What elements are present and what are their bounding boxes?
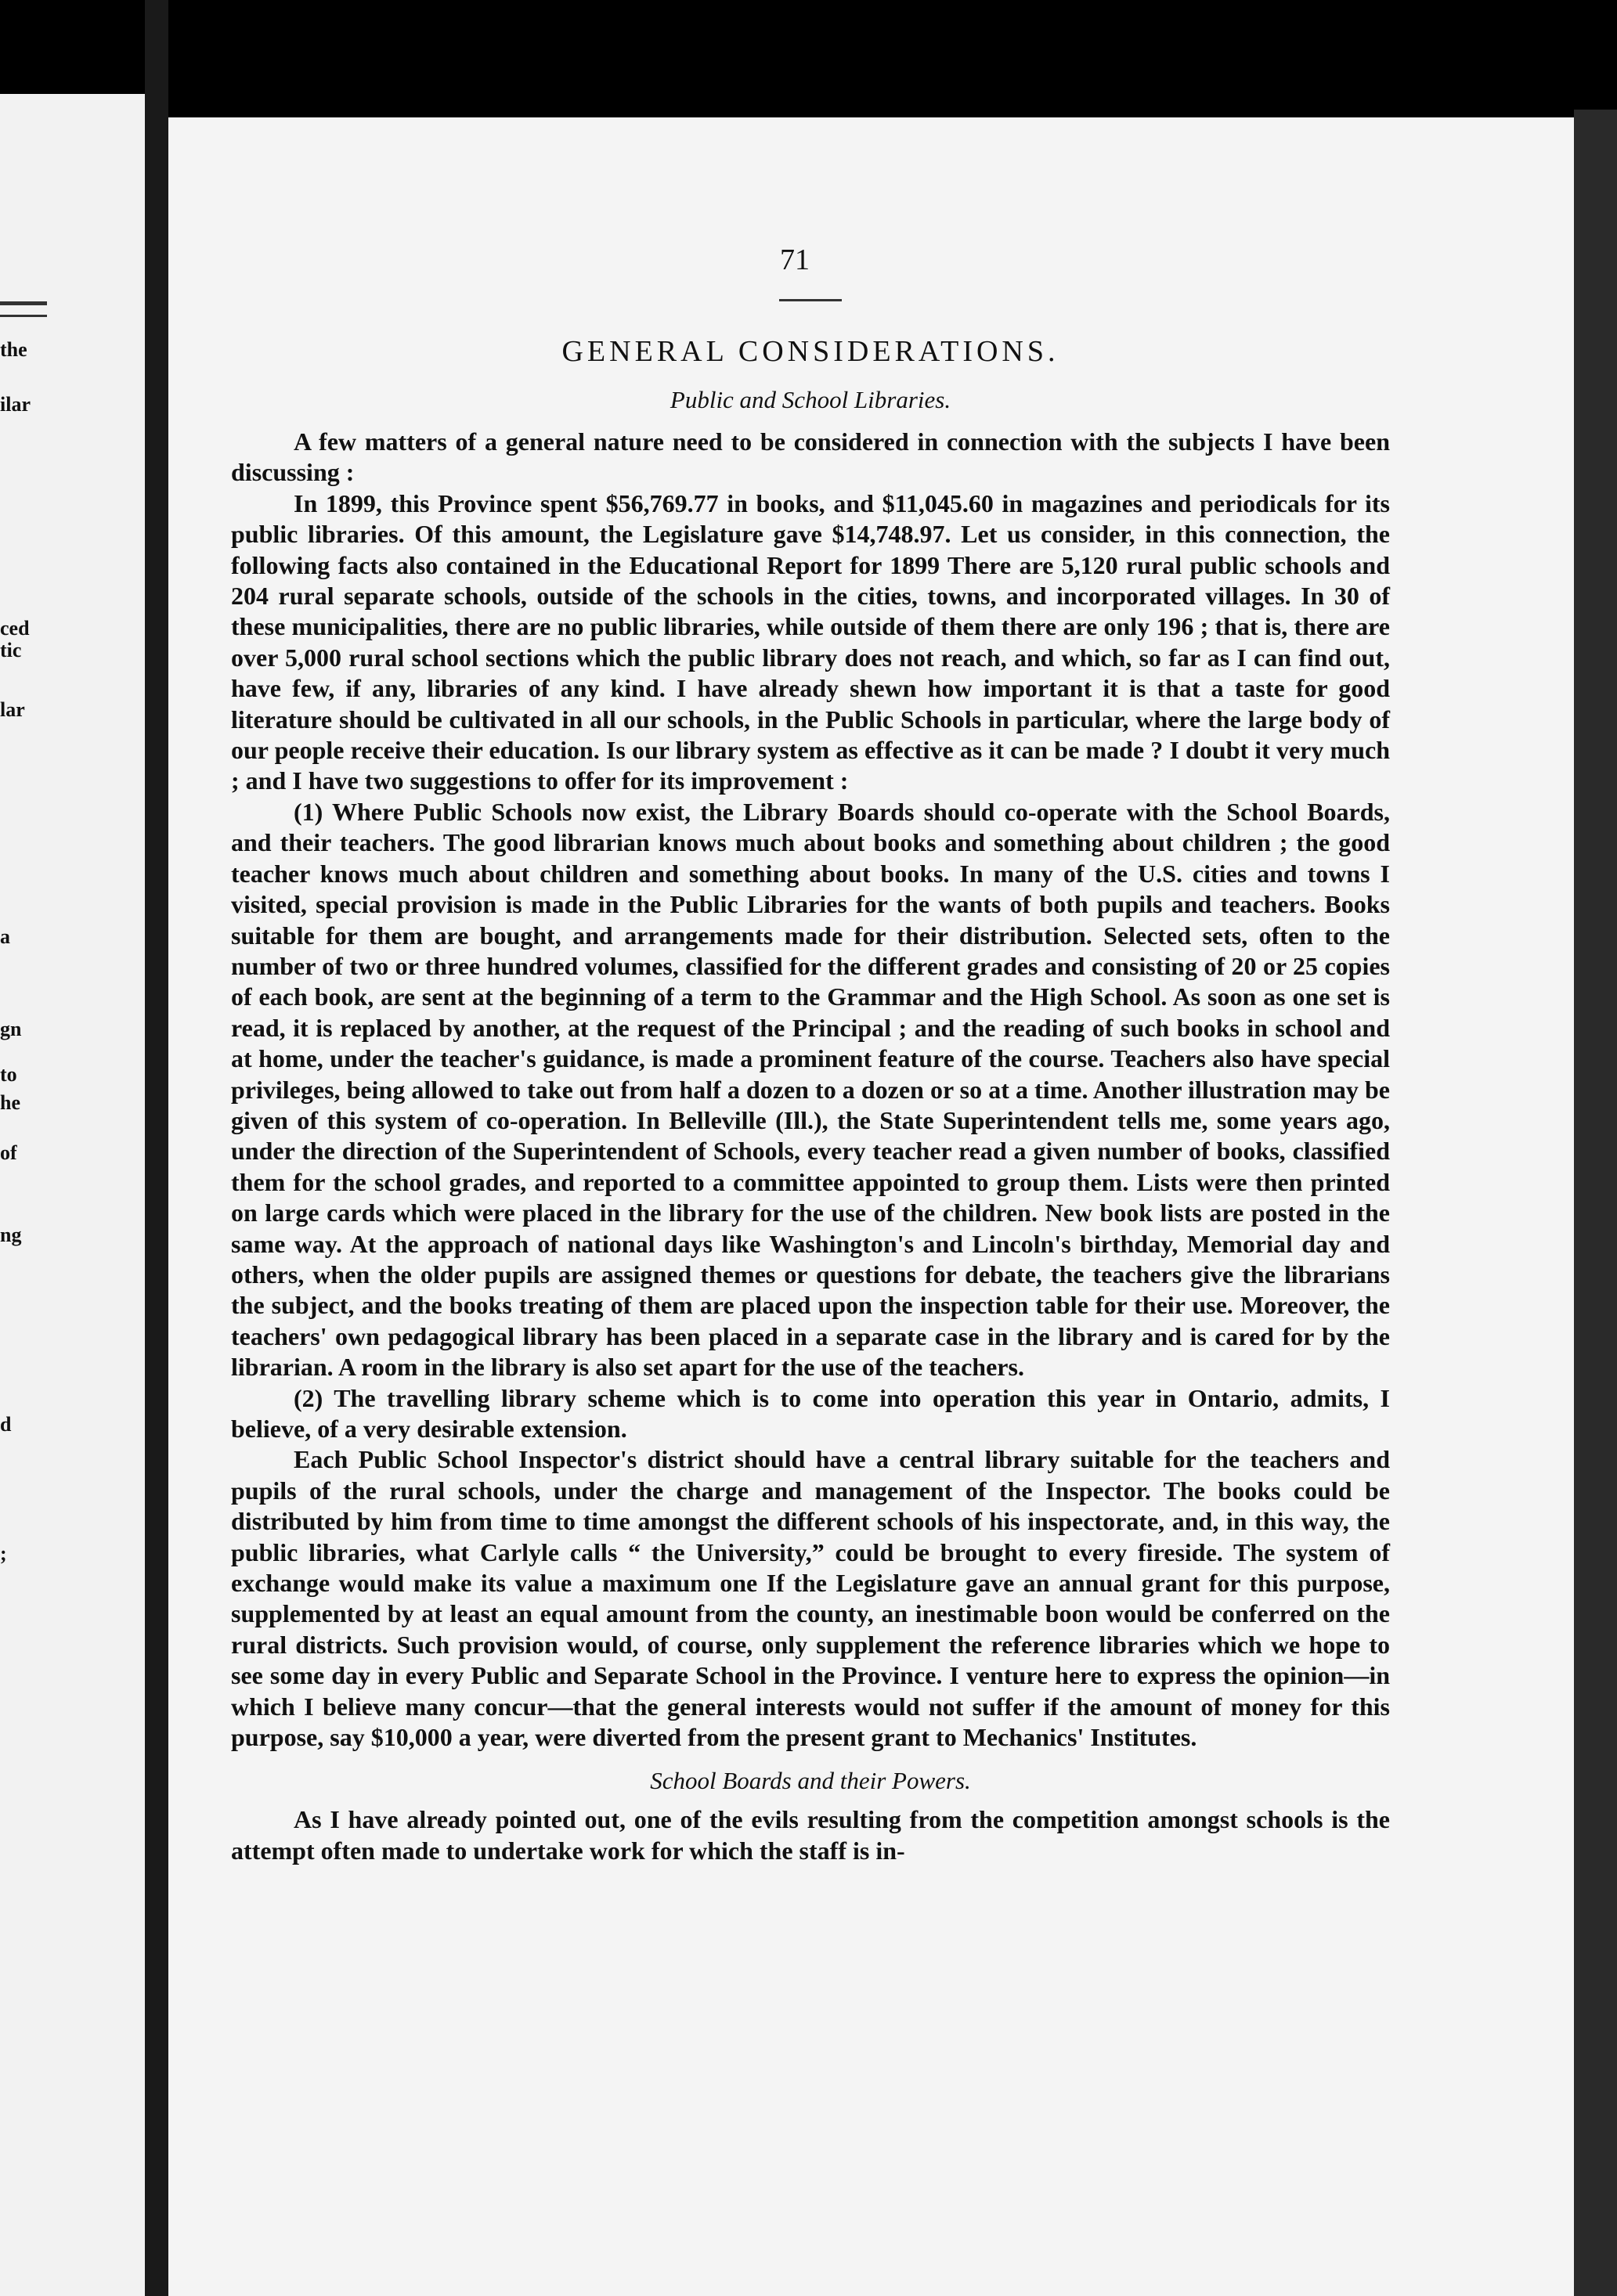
left-page-rule [0, 315, 47, 317]
left-page-text-fragment: tic [0, 639, 22, 661]
left-page-text-fragment: ced [0, 617, 30, 640]
left-page-text-fragment: ilar [0, 393, 31, 416]
left-page-text-fragment: the [0, 338, 27, 361]
page-edge [1574, 110, 1617, 2296]
left-page-text-fragment: a [0, 925, 10, 948]
paragraph: (2) The travelling library scheme which is to come into operation this year in Ontario, admits, I believe, of a very desirable extension. [231, 1383, 1390, 1443]
page-content [231, 243, 1390, 1866]
left-page-text-fragment: to [0, 1063, 17, 1086]
left-page-text-fragment: lar [0, 698, 25, 721]
left-page-text-fragment: ; [0, 1542, 7, 1565]
left-page-text-fragment: gn [0, 1018, 22, 1040]
page-number: 71 [780, 243, 810, 276]
header-rule [779, 299, 842, 301]
section-title: GENERAL CONSIDERATIONS. [561, 335, 1059, 368]
document-page [168, 117, 1574, 2296]
left-page-text-fragment: he [0, 1091, 20, 1114]
subheading-public-school-libraries: Public and School Libraries. [670, 386, 951, 413]
book-gutter [145, 0, 168, 2296]
left-facing-page [0, 94, 145, 2296]
paragraph: A few matters of a general nature need to be considered in connection with the subjects I have been discussing : [231, 427, 1390, 487]
left-page-text-fragment: d [0, 1413, 12, 1436]
paragraph: In 1899, this Province spent $56,769.77 in books, and $11,045.60 in magazines and periodicals for its public libraries. Of this amount, the Legislature gave $14,748.97. Let us consider, in this connection, the following facts also contained in the Educational Report for 1899 There are 5,120 rural public schools and 204 rural separate schools, outside of the schools in the cities, towns, and incorporated villages. In 30 of these municipalities, there are no public libraries, while outside of them there are only 196 ; that is, there are over 5,000 rural school sections which the public library does not reach, and which, so far as I can find out, have few, if any, libraries of any kind. I have already shewn how important it is that a taste for good literature should be cultivated in all our schools, in the Public Schools in particular, where the large body of our people receive their education. Is our library system as effective as it can be made ? I doubt it very much ; and I have two suggestions to offer for its improvement : [231, 488, 1390, 795]
paragraph: Each Public School Inspector's district should have a central library suitable for the teachers and pupils of the rural schools, under the charge and management of the Inspector. The books could be distributed by him from time to time amongst the different schools of his inspectorate, and, in this way, the public libraries, what Carlyle calls “ the University,” could be brought to every fireside. The system of exchange would make its value a maximum one If the Legislature gave an annual grant for this purpose, supplemented by at least an equal amount from the county, an inestimable boon would be conferred on the rural districts. Such provision would, of course, only supplement the reference libraries which we hope to see some day in every Public and Separate School in the Province. I venture here to express the opinion—in which I believe many concur—that the general interests would not suffer if the amount of money for this purpose, say $10,000 a year, were diverted from the present grant to Mechanics' Institutes. [231, 1445, 1390, 1752]
left-page-text-fragment: ng [0, 1224, 22, 1246]
left-page-text-fragment: of [0, 1141, 17, 1164]
paragraph: (1) Where Public Schools now exist, the Library Boards should co-operate with the School Boards, and their teachers. The good librarian knows much about books and something about children ; the good teacher knows much about children and something about books. In many of the U.S. cities and towns I visited, special provision is made in the Public Libraries for the wants of both pupils and teachers. Books suitable for them are bought, and arrangements made for their distribution. Selected sets, often to the number of two or three hundred volumes, classified for the different grades and consisting of 20 or 25 copies of each book, are sent at the beginning of a term to the Grammar and the High School. As soon as one set is read, it is replaced by another, at the request of the Principal ; and the reading of such books in school and at home, under the teacher's guidance, is made a prominent feature of the course. Teachers also have special privileges, being allowed to take out from half a dozen to a dozen or so at a time. Another illustration may be given of this system of co-operation. In Belleville (Ill.), the State Superintendent tells me, some years ago, under the direction of the Superintendent of Schools, every teacher read a given number of books, classified them for the school grades, and reported to a committee appointed to group them. Lists were then printed on large cards which were placed in the library for the use of the children. New book lists are posted in the same way. At the approach of national days like Washington's and Lincoln's birthday, Memorial day and others, when the older pupils are assigned themes or questions for debate, the teachers give the librarians the subject, and the books treating of them are placed upon the inspection table for their use. Moreover, the teachers' own pedagogical library has been placed in a separate case in the library and is cared for by the librarian. A room in the library is also set apart for the use of the teachers. [231, 797, 1390, 1382]
subheading-school-boards: School Boards and their Powers. [650, 1767, 971, 1795]
left-page-rule [0, 301, 47, 305]
paragraph: As I have already pointed out, one of the evils resulting from the competition amongst schools is the attempt often made to undertake work for which the staff is in- [231, 1805, 1390, 1865]
